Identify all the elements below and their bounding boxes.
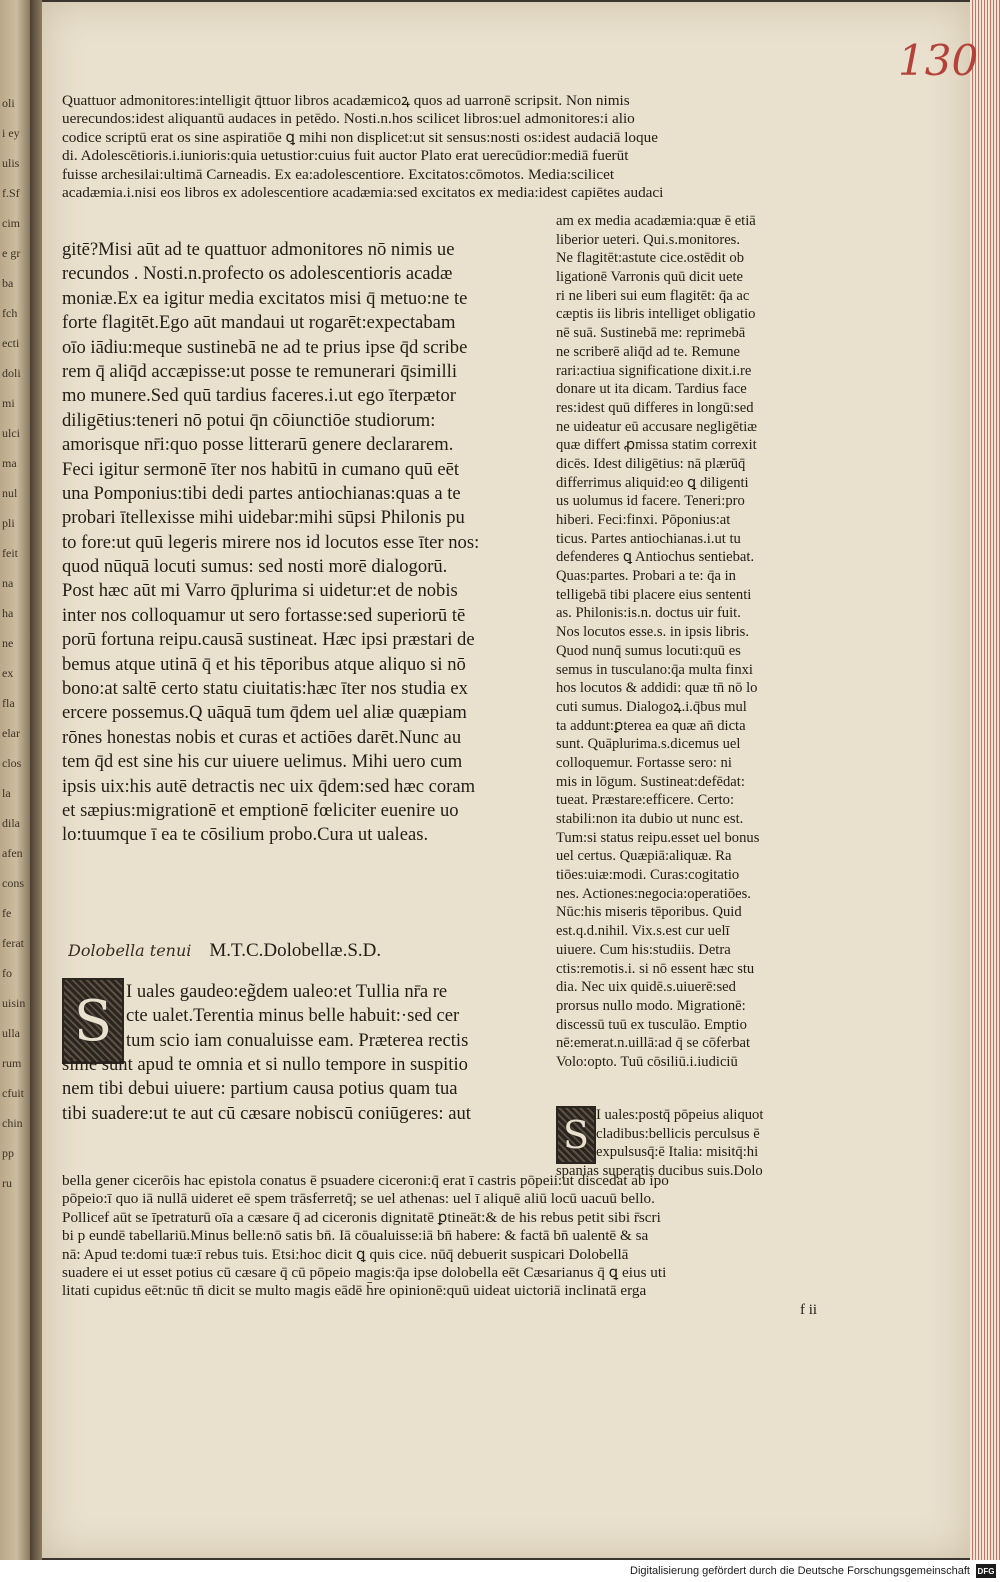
side-decorated-initial [556, 1106, 596, 1164]
text-line: dicēs. Idest diligētius: nā plærūq̄ [556, 455, 746, 472]
left-page-fragment: f.Sf [2, 186, 20, 200]
left-page-fragment: fch [2, 306, 18, 320]
left-page-fragment: pp [2, 1146, 14, 1160]
text-line: semus in tusculano:q̄a multa finxi [556, 661, 753, 678]
text-line: differrimus aliquid:eo ꝗ diligenti [556, 474, 749, 491]
left-page-fragment: mi [2, 396, 15, 410]
text-line: defenderes ꝗ Antiochus sentiebat. [556, 549, 755, 566]
text-line: porū fortuna reipu.causā sustineat. Hæc ipsi præstari de [62, 629, 475, 651]
text-line: rem q̄ aliq̄d accæpisse:ut posse te remunerari q̄similli [62, 360, 458, 382]
text-line: nes. Actiones:negocia:operatiōes. [556, 885, 751, 902]
text-line: probari ītellexisse mihi uidebar:mihi sūpsi Philonis pu [62, 507, 465, 529]
signature-mark: f ii [800, 1302, 818, 1318]
left-page-fragment: na [2, 576, 14, 590]
left-page-fragment: oli [2, 96, 15, 110]
letter-title: M.T.C.Dolobellæ.S.D. [209, 940, 382, 961]
left-page-fragment: afen [2, 846, 23, 860]
left-page-fragment: ru [2, 1176, 12, 1190]
left-page-fragment: nul [2, 486, 18, 500]
text-line: cuti sumus. Dialogoꝝ.i.q̄bus mul [556, 698, 747, 715]
folio-number: 130 [898, 36, 979, 85]
left-page-fragment: fla [2, 696, 15, 710]
text-line: ercere possemus.Q uāquā tum q̄dem uel aliæ quæpiam [62, 702, 467, 724]
left-page-fragment: ferat [2, 936, 24, 950]
commentary-bottom [62, 1172, 852, 1301]
left-page-edge [0, 0, 30, 1560]
left-page-fragment: dila [2, 816, 20, 830]
left-page-fragment: uisin [2, 996, 26, 1010]
text-line: ri ne liberi sui eum flagitēt: q̄a ac [556, 287, 750, 304]
left-page-fragment: ma [2, 456, 17, 470]
text-line: tum scio iam conualuisse eam. Præterea rectis [126, 1029, 469, 1051]
text-line: res:idest quū differes in longū:sed [556, 399, 754, 416]
footer-bar [0, 1560, 1000, 1582]
left-page-fragment: ulla [2, 1026, 20, 1040]
left-page-fragment: cim [2, 216, 20, 230]
book-gutter [30, 0, 42, 1560]
left-page-fragment: elar [2, 726, 20, 740]
text-line: tibi suadere:ut te aut cū cæsare nobiscū coniūgeres: aut [62, 1102, 471, 1124]
left-page-fragment: fe [2, 906, 12, 920]
text-line: nem tibi debui uiuere: partium causa potius quam tua [62, 1078, 458, 1100]
text-line: uerecundos:idest aliquantū audaces in petēdo. Nosti.n.hos scilicet libros:uel admonitores:i alio [62, 110, 635, 128]
text-line: moniæ.Ex ea igitur media excitatos misi q̄ metuo:ne te [62, 287, 468, 309]
left-page-fragment: ha [2, 606, 14, 620]
text-line: rōnes honestas nobis et curas et actiōes darēt.Nunc au [62, 726, 462, 748]
text-line: ipsis uix:his autē detractis nec uix q̄dem:sed hæc coram [62, 775, 476, 797]
text-line: Quod nunq̄ sumus locuti:quū es [556, 642, 741, 659]
text-line: mis in lōgum. Sustineat:defēdat: [556, 773, 745, 790]
text-line: cæptis iis libris intelliget obligatio [556, 306, 756, 323]
text-line: di. Adolescētioris.i.iunioris:quia uetustior:cuius fuit auctor Plato erat uerecūdior:mediā fuerūt [62, 147, 629, 165]
text-line: forte flagitēt.Ego aūt mandaui ut rogarēt:expectabam [62, 312, 456, 334]
text-line: Tum:si status reipu.esset uel bonus [556, 829, 760, 846]
text-line: tiōes:uiæ:modi. Curas:cogitatio [556, 867, 740, 884]
text-line: to fore:ut quū legeris mirere nos id locutos esse īter nos: [62, 531, 480, 553]
text-line: discessū tuū ex tusculāo. Emptio [556, 1016, 747, 1033]
text-line: ta addunt:ꝑterea ea quæ an̄ dicta [556, 717, 746, 734]
text-line: fuisse archesilai:ultimā Carneadis. Ex ea:adolescentiore. Excitatos:cōmotos. Media:scilicet [62, 165, 615, 183]
left-page-fragment: cons [2, 876, 24, 890]
left-page-fragment: ulis [2, 156, 20, 170]
text-line: est.q.d.nihil. Vix.s.est cur uelī [556, 923, 730, 940]
text-line: prorsus nullo modo. Migrationē: [556, 997, 746, 1014]
text-line: cte ualet.Terentia minus belle habuit:·sed cer [126, 1005, 460, 1027]
text-line: colloquemur. Fortasse sero: ni [556, 754, 732, 771]
text-line: uiuere. Cum his:studiis. Detra [556, 941, 731, 958]
text-line: suadere ei ut esset potius cū cæsare q̄ cū pōpeio magis:q̄a ipse dolobella eēt Cæsarianus q̄ ꝗ eius uti [62, 1263, 667, 1281]
text-line: us uolumus id facere. Teneri:pro [556, 493, 745, 510]
text-line: quæ differt ꝓmissa statim correxit [556, 437, 757, 454]
text-line: expulsusq̄:ē Italia: misitq̄:hi [596, 1144, 759, 1161]
text-line: oīo iādiu:meque sustinebā ne ad te prius ipse q̄d scribe [62, 336, 468, 358]
text-line: rari:actiua significatione dixit.i.re [556, 362, 752, 379]
funding-credit: Digitalisierung gefördert durch die Deutsche Forschungsgemeinschaft [630, 1565, 970, 1577]
text-line: as. Philonis:is.n. doctus uir fuit. [556, 605, 741, 622]
text-line: lo:tuumque ī ea te cōsilium probo.Cura ut ualeas. [62, 824, 429, 846]
text-line: inter nos colloquamur ut sero fortasse:sed superiorū tē [62, 604, 466, 626]
text-line: ctis:remotis.i. si nō essent hæc stu [556, 960, 755, 977]
letter-text-indented [126, 980, 556, 1053]
text-line: Quattuor admonitores:intelligit q̄ttuor libros acadæmicoꝝ quos ad uarronē scripsit. Non nimis [62, 92, 630, 109]
left-page-fragment: chin [2, 1116, 23, 1130]
text-line: I uales gaudeo:eg̃dem ualeo:et Tullia nr̄a re [126, 981, 448, 1002]
text-line: am ex media acadæmia:quæ ē etiā [556, 213, 756, 229]
text-line: una Pomponius:tibi dedi partes antiochianas:quas a te [62, 482, 461, 504]
text-line: bi p eundē tabellariū.Minus belle:nō satis bn̄. Iā cōualuisse:iā bn̄ habere: & factā bn̄ ualentē & sa [62, 1227, 649, 1245]
text-line: tueat. Præstare:efficere. Certo: [556, 792, 735, 809]
left-page-fragment: ecti [2, 336, 20, 350]
side-letter-indented [596, 1106, 858, 1162]
left-page-fragment: cfuit [2, 1086, 24, 1100]
text-line: sime sunt apud te omnia et si nullo tempore in suspitio [62, 1054, 468, 1075]
left-page-fragment: ba [2, 276, 14, 290]
left-page-fragment: ex [2, 666, 14, 680]
text-line: donare ut ita dicam. Tardius face [556, 381, 747, 398]
text-line: ne scriberē aliq̄d ad te. Remune [556, 343, 740, 360]
text-line: ligationē Varronis quū dicit uete [556, 269, 743, 286]
text-line: hiberi. Feci:finxi. Pōponius:at [556, 512, 731, 528]
text-line: nā: Apud te:domi tuæ:ī rebus tuis. Etsi:hoc dicit ꝗ quis cice. nūq̄ debuerit suspicari Dolobellā [62, 1245, 629, 1263]
text-line: tem q̄d est sine his cur uiuere uelimus. Mihi uero cum [62, 751, 463, 773]
text-line: Volo:opto. Tuū cōsiliū.i.iudiciū [556, 1053, 738, 1070]
text-line: bella gener cicerōis hac epistola conatus ē psuadere ciceroni:q̄ erat ī castris pōpeii:ut discedat ab ipo [62, 1172, 669, 1189]
left-page-fragment: doli [2, 366, 21, 380]
text-line: Feci igitur sermonē īter nos habitū in cumano quū eēt [62, 458, 460, 480]
side-commentary [556, 212, 858, 1072]
text-line: gitē?Misi aūt ad te quattuor admonitores nō nimis ue [62, 239, 455, 260]
left-page-fragment: rum [2, 1056, 22, 1070]
dfg-logo-icon: DFG [976, 1564, 996, 1578]
left-page-fragment: feit [2, 546, 18, 560]
text-line: Quas:partes. Probari a te: q̄a in [556, 568, 736, 585]
handwritten-annotation: Dolobella tenui [68, 941, 192, 960]
text-line: codice scriptū erat os sine aspiratiōe ꝗ mihi non displicet:ut sit sensus:nosti os:idest audaciā loque [62, 128, 658, 146]
text-line: cladibus:bellicis perculsus ē [596, 1125, 760, 1142]
text-line: stabili:non ita dubio ut nunc est. [556, 811, 744, 827]
text-line: diligētius:teneri nō potui q̄n cōiunctiōe studiorum: [62, 409, 436, 431]
text-line: ne uideatur eū accusare negligētiæ [556, 418, 757, 435]
text-line: bemus atque utinā q̄ et his tēporibus atque aliquo si nō [62, 653, 466, 675]
text-line: pōpeio:ī quo iā nullā uideret eē spem trāsferretq̄; se uel athenas: uel ī aliquē aliū locū uacuū bello. [62, 1190, 655, 1208]
commentary-top [62, 92, 852, 202]
left-page-fragment: ulci [2, 426, 20, 440]
decorated-initial [62, 978, 124, 1064]
text-line: uel certus. Quæpiā:aliquæ. Ra [556, 848, 732, 865]
text-line: sunt. Quāplurima.s.dicemus uel [556, 736, 741, 753]
page-edges [970, 0, 1000, 1560]
text-line: litati cupidus eēt:nūc tn̄ dicit se multo magis eādē h̄re opinionē:quū uideat uictoriā inclinatā erga [62, 1282, 647, 1300]
text-line: dia. Nec uix quidē.s.uiuerē:sed [556, 979, 736, 996]
left-page-fragment: clos [2, 756, 22, 770]
text-line: hos locutos & addidi: quæ tn̄ nō lo [556, 680, 758, 697]
text-line: quod nūquā locuti sumus: sed nosti morē dialogorū. [62, 556, 448, 578]
main-text [62, 238, 552, 848]
text-line: Post hæc aūt mi Varro q̄plurima si uidetur:et de nobis [62, 580, 458, 602]
text-line: recundos . Nosti.n.profecto os adolescentioris acadæ [62, 263, 453, 285]
initial-letter: S [73, 988, 113, 1054]
left-page-fragment: i ey [2, 126, 20, 140]
left-page-fragment: fo [2, 966, 12, 980]
text-line: I uales:postq̄ pōpeius aliquot [596, 1107, 764, 1123]
letter-text-full [62, 1053, 556, 1126]
text-line: et sæpius:migrationē et emptionē fœliciter euenire uo [62, 799, 459, 821]
text-line: spanias superatis ducibus suis.Dolo [556, 1163, 763, 1179]
left-page-fragment: ne [2, 636, 14, 650]
letter-heading [68, 940, 488, 968]
text-line: mo munere.Sed quū tardius faceres.i.ut ego īterpætor [62, 385, 456, 407]
side-initial-letter: S [562, 1113, 590, 1157]
text-line: liberior ueteri. Qui.s.monitores. [556, 231, 741, 248]
text-line: bono:at saltē certo statu ciuitatis:hæc īter nos studia ex [62, 678, 468, 700]
left-page-fragment: e gr [2, 246, 21, 260]
text-line: Nūc:his miseris tēporibus. Quid [556, 904, 742, 921]
left-page-fragment: pli [2, 516, 15, 530]
text-line: Pollicef aūt se īpetraturū oīa a cæsare q̄ ad ciceronis dignitatē ꝑtineāt:& de his rebus petit sibi r̄scri [62, 1208, 661, 1226]
text-line: Nos locutos esse.s. in ipsis libris. [556, 624, 749, 641]
text-line: amorisque nr̄i:quo posse litterarū genere declararem. [62, 434, 454, 456]
text-line: nē suā. Sustinebā me: reprimebā [556, 325, 746, 342]
text-line: telligebā tibi placere eius sententi [556, 586, 752, 603]
text-line: nē:emerat.n.uillā:ad q̄ se cōferbat [556, 1035, 751, 1052]
text-line: ticus. Partes antiochianas.i.ut tu [556, 530, 741, 547]
left-page-fragment: la [2, 786, 11, 800]
text-line: acadæmia.i.nisi eos libros ex adolescentiore acadæmia:sed excitatos ex media:idest capiētes audaci [62, 183, 664, 201]
text-line: Ne flagitēt:astute cice.ostēdit ob [556, 250, 745, 267]
